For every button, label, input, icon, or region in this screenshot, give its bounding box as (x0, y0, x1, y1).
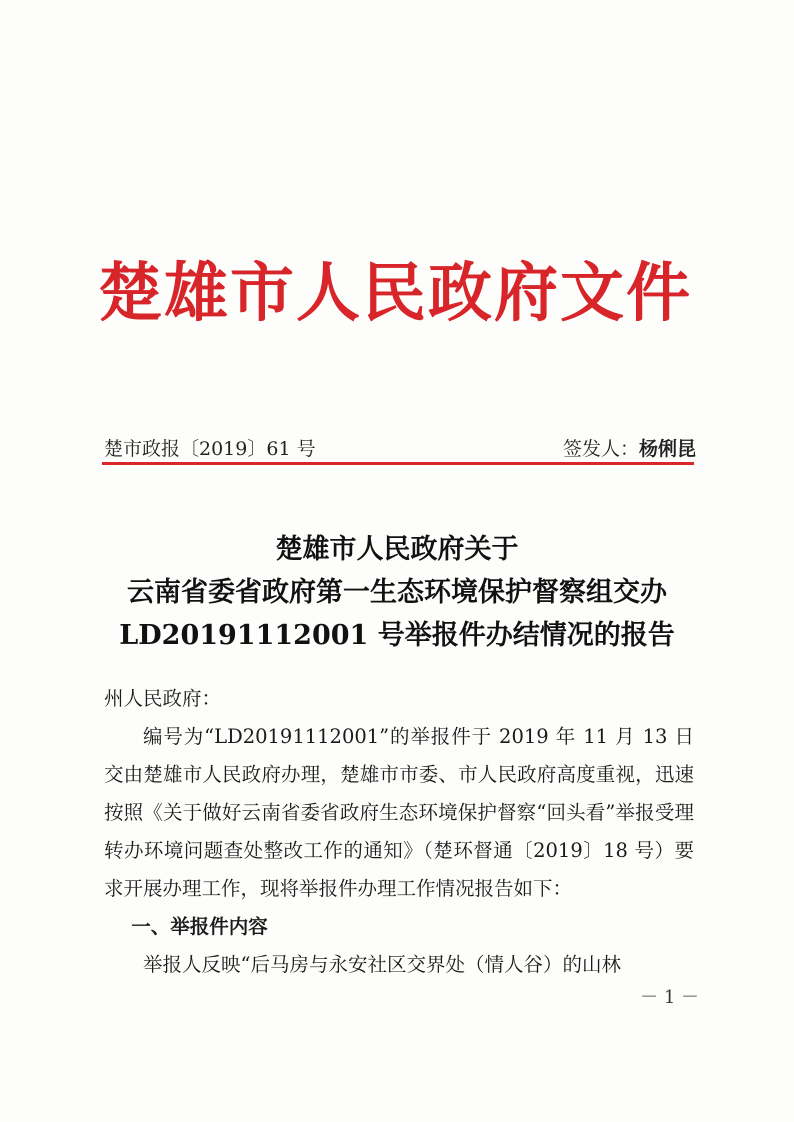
title-line-3: LD20191112001 号举报件办结情况的报告 (119, 620, 675, 651)
report-body (104, 680, 694, 984)
document-masthead: 楚雄市人民政府文件 (98, 257, 692, 331)
salutation: 州人民政府： (104, 687, 222, 710)
report-title (80, 528, 714, 657)
signer-label: 签发人： (562, 438, 639, 460)
page-number: － 1 － (640, 987, 699, 1008)
title-line-2: 云南省委省政府第一生态环境保护督察组交办 (127, 577, 667, 608)
title-line-1: 楚雄市人民政府关于 (275, 534, 519, 565)
signer-block (563, 434, 696, 461)
paragraph-1: 编号为“LD20191112001”的举报件于 2019 年 11 月 13 日交由楚雄市人民政府办理，楚雄市市委、市人民政府高度重视，迅速按照《关于做好云南省委省政府生态环境保护督察“回头看”举报受理转办环境问题查处整改工作的通知》（楚环督通〔2019〕18 号）要求开展办理工作，现将举报件办理工作情况报告如下： (104, 725, 694, 900)
paragraph-2: 举报人反映“后马房与永安社区交界处（情人谷）的山林 (143, 953, 621, 976)
signer-name: 杨俐昆 (638, 438, 696, 460)
document-number: 楚市政报〔2019〕61 号 (104, 438, 316, 460)
section-heading-1: 一、举报件内容 (131, 915, 268, 938)
red-divider (102, 462, 694, 465)
